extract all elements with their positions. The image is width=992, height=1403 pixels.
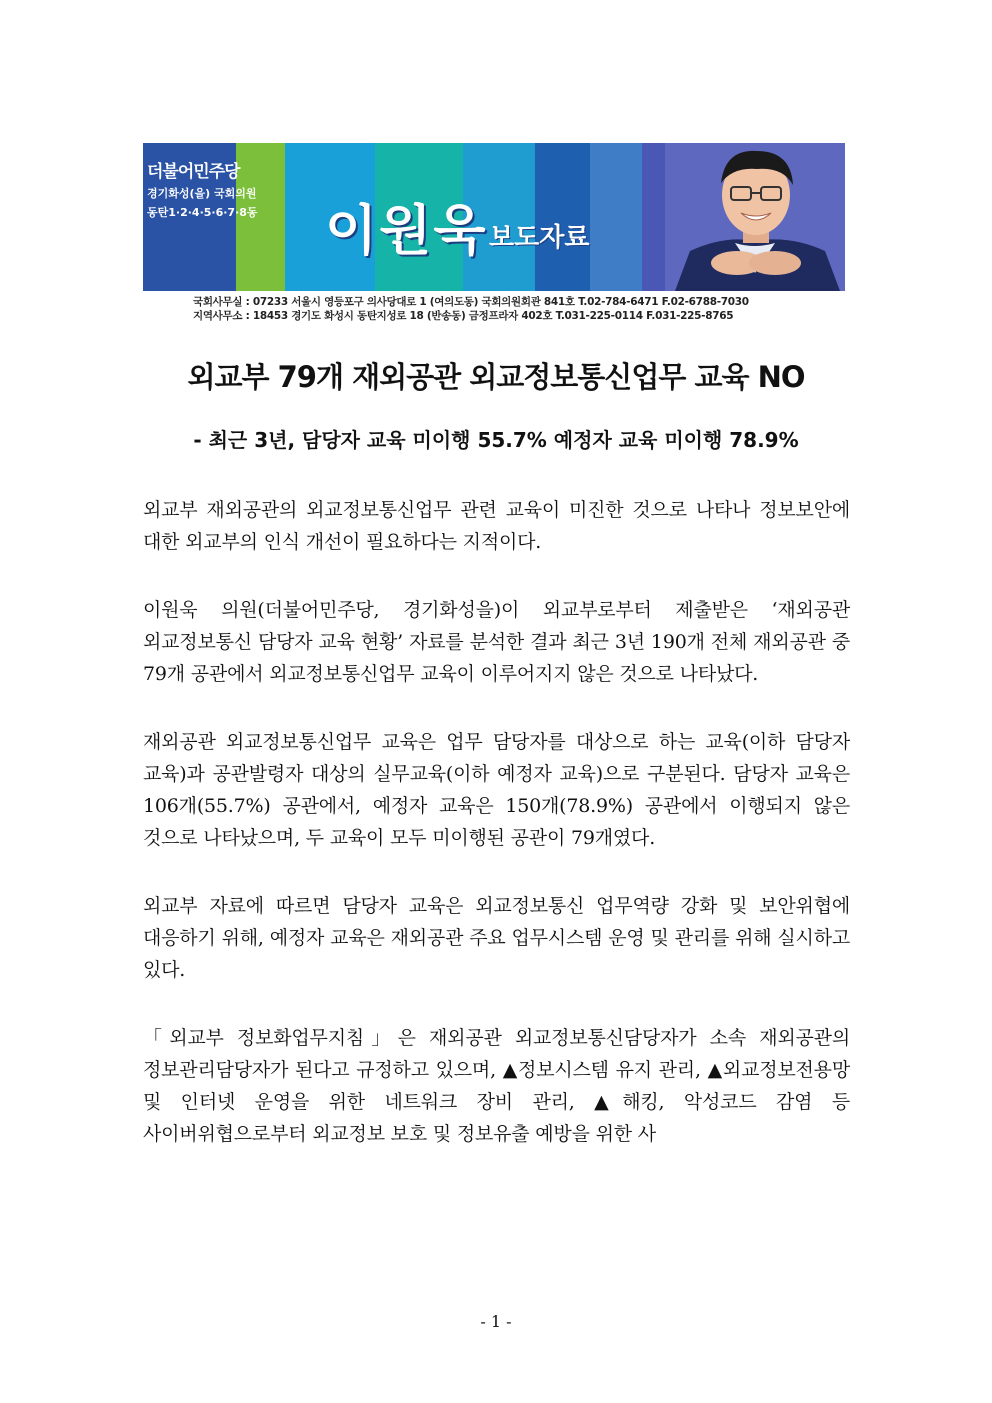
banner-stripe xyxy=(590,143,642,291)
office-local: 지역사무소 : 18453 경기도 화성시 동탄지성로 18 (반송동) 금정프라자 402호 T.031-225-0114 F.031-225-8765 xyxy=(193,310,734,322)
paragraph: 이원욱 의원(더불어민주당, 경기화성을)이 외교부로부터 제출받은 ‘재외공관 외교정보통신 담당자 교육 현황’ 자료를 분석한 결과 최근 3년 190개 전체 재외공관 중 79개 공관에서 외교정보통신업무 교육이 이루어지지 않은 것으로 나타났다. xyxy=(143,599,850,685)
party-block xyxy=(147,157,258,220)
article-body xyxy=(143,494,850,1186)
paragraph: 외교부 자료에 따르면 담당자 교육은 외교정보통신 업무역량 강화 및 보안위협에 대응하기 위해, 예정자 교육은 재외공관 주요 업무시스템 운영 및 관리를 위해 실시하고 있다. xyxy=(143,895,850,981)
office-seoul: 국회사무실 : 07233 서울시 영등포구 의사당대로 1 (여의도동) 국회의원회관 841호 T.02-784-6471 F.02-6788-7030 xyxy=(193,296,749,308)
member-name: 이원욱 xyxy=(325,199,488,262)
paragraph: 재외공관 외교정보통신업무 교육은 업무 담당자를 대상으로 하는 교육(이하 담당자 교육)과 공관발령자 대상의 실무교육(이하 예정자 교육)으로 구분된다. 담당자 교육은 106개(55.7%) 공관에서, 예정자 교육은 150개(78.9%) 공관에서 이행되지 않은 것으로 나타났으며, 두 교육이 모두 미이행된 공관이 79개였다. xyxy=(143,731,850,849)
paragraph: 외교부 재외공관의 외교정보통신업무 관련 교육이 미진한 것으로 나타나 정보보안에 대한 외교부의 인식 개선이 필요하다는 지적이다. xyxy=(143,499,850,553)
party-name: 더불어민주당 xyxy=(147,162,240,182)
article-subtitle: - 최근 3년, 담당자 교육 미이행 55.7% 예정자 교육 미이행 78.9% xyxy=(193,428,799,452)
office-address xyxy=(193,295,833,323)
press-release-banner xyxy=(143,143,845,291)
paragraph: 「외교부 정보화업무지침」은 재외공관 외교정보통신담당자가 소속 재외공관의 정보관리담당자가 된다고 규정하고 있으며, ▲정보시스템 유지 관리, ▲외교정보전용망 및 인터넷 운영을 위한 네트워크 장비 관리, ▲해킹, 악성코드 감염 등 사이버위협으로부터 외교정보 보호 및 정보유출 예방을 위한 사 xyxy=(143,1027,850,1145)
area-label: 동탄1·2·4·5·6·7·8동 xyxy=(147,206,258,219)
district-label: 경기화성(을) 국회의원 xyxy=(147,187,257,200)
page-number: - 1 - xyxy=(480,1312,512,1331)
article-title: 외교부 79개 재외공관 외교정보통신업무 교육 NO xyxy=(187,360,805,394)
doc-type-label: 보도자료 xyxy=(489,223,590,253)
portrait-photo xyxy=(665,143,845,291)
